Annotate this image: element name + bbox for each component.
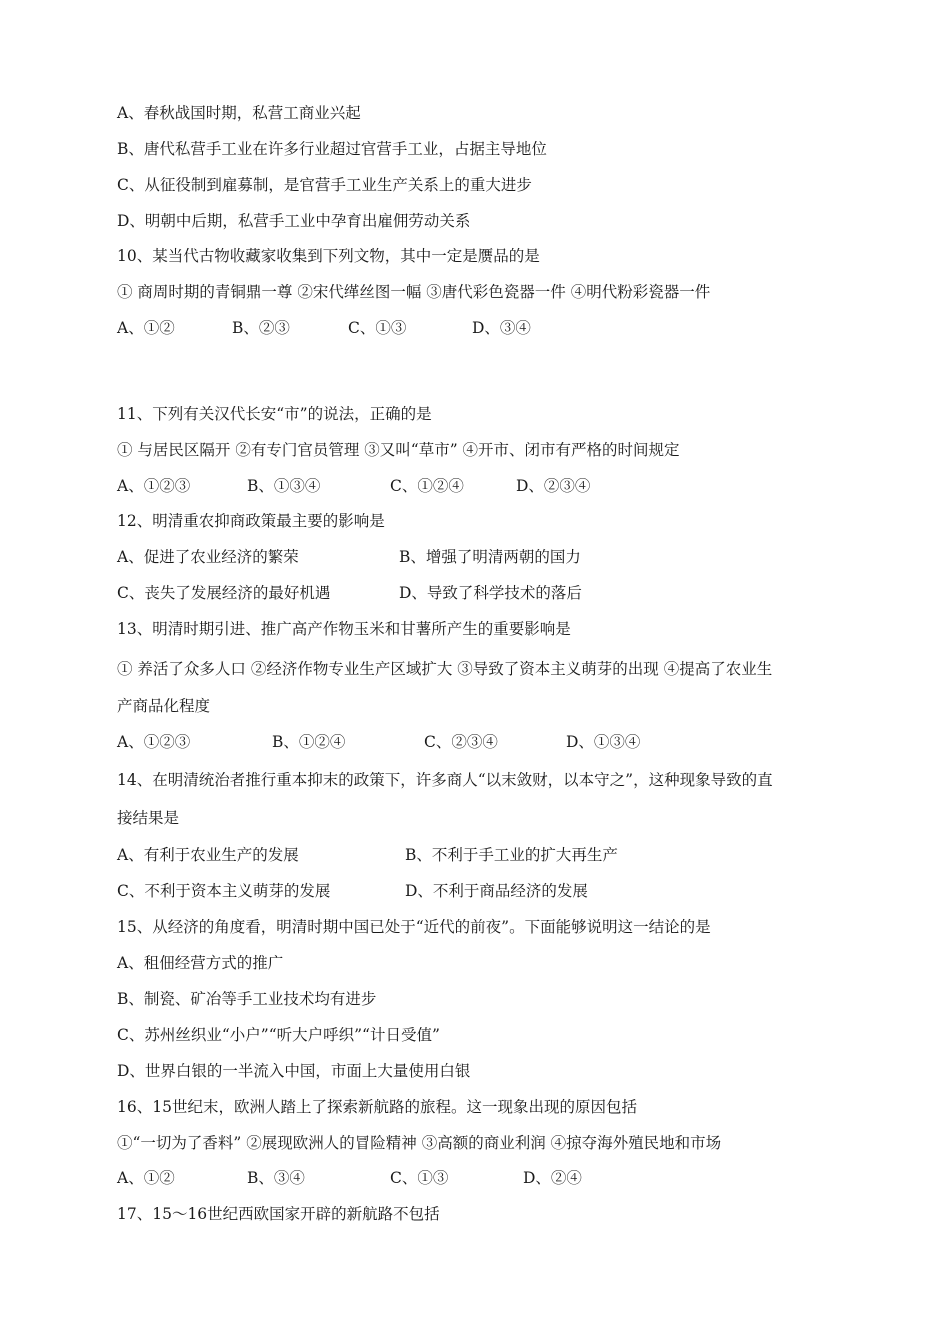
q12-stem: 12、明清重农抑商政策最主要的影响是 — [117, 512, 385, 530]
q14-stem-line1: 14、在明清统治者推行重本抑末的政策下，许多商人“以末敛财，以本守之”，这种现象导致的直 — [117, 771, 773, 789]
q10-option-c: C、①③ — [348, 319, 407, 337]
q13-option-b: B、①②④ — [272, 733, 346, 751]
q10-items: ① 商周时期的青铜鼎一尊 ②宋代缂丝图一幅 ③唐代彩色瓷器一件 ④明代粉彩瓷器一件 — [117, 283, 711, 301]
q16-option-b: B、③④ — [247, 1169, 305, 1187]
q13-stem: 13、明清时期引进、推广高产作物玉米和甘薯所产生的重要影响是 — [117, 620, 571, 638]
q15-stem: 15、从经济的角度看，明清时期中国已处于“近代的前夜”。下面能够说明这一结论的是 — [117, 918, 711, 936]
q16-stem: 16、15世纪末，欧洲人踏上了探索新航路的旅程。这一现象出现的原因包括 — [117, 1098, 637, 1116]
q16-option-a: A、①② — [117, 1169, 175, 1187]
q9-option-a: A、春秋战国时期，私营工商业兴起 — [117, 104, 361, 122]
q15-option-d: D、世界白银的一半流入中国，市面上大量使用白银 — [117, 1062, 471, 1080]
q14-option-a: A、有利于农业生产的发展 — [117, 846, 299, 864]
q10-option-a: A、①② — [117, 319, 175, 337]
q16-option-d: D、②④ — [523, 1169, 582, 1187]
q12-option-c: C、丧失了发展经济的最好机遇 — [117, 584, 331, 602]
q13-option-d: D、①③④ — [566, 733, 641, 751]
q14-option-b: B、不利于手工业的扩大再生产 — [405, 846, 618, 864]
q13-items-line2: 产商品化程度 — [117, 697, 211, 715]
q13-items-line1: ① 养活了众多人口 ②经济作物专业生产区域扩大 ③导致了资本主义萌芽的出现 ④提高了农业生 — [117, 660, 773, 678]
q14-option-c: C、不利于资本主义萌芽的发展 — [117, 882, 331, 900]
q11-option-a: A、①②③ — [117, 477, 191, 495]
q10-stem: 10、某当代古物收藏家收集到下列文物，其中一定是赝品的是 — [117, 247, 540, 265]
q13-option-a: A、①②③ — [117, 733, 191, 751]
q15-option-b: B、制瓷、矿冶等手工业技术均有进步 — [117, 990, 377, 1008]
q10-option-d: D、③④ — [472, 319, 531, 337]
q11-option-c: C、①②④ — [390, 477, 464, 495]
q10-option-b: B、②③ — [232, 319, 290, 337]
q16-items: ①“一切为了香料” ②展现欧洲人的冒险精神 ③高额的商业利润 ④掠夺海外殖民地和市场 — [117, 1134, 722, 1152]
q9-option-c: C、从征役制到雇募制，是官营手工业生产关系上的重大进步 — [117, 176, 532, 194]
q13-option-c: C、②③④ — [424, 733, 498, 751]
q16-option-c: C、①③ — [390, 1169, 449, 1187]
q17-stem: 17、15～16世纪西欧国家开辟的新航路不包括 — [117, 1205, 440, 1223]
q15-option-a: A、租佃经营方式的推广 — [117, 954, 284, 972]
q14-stem-line2: 接结果是 — [117, 809, 180, 827]
q11-option-b: B、①③④ — [247, 477, 321, 495]
q11-items: ① 与居民区隔开 ②有专门官员管理 ③又叫“草市” ④开市、闭市有严格的时间规定 — [117, 441, 680, 459]
q12-option-b: B、增强了明清两朝的国力 — [399, 548, 581, 566]
q15-option-c: C、苏州丝织业“小户”“听大户呼织”“计日受值” — [117, 1026, 440, 1044]
q12-option-d: D、导致了科学技术的落后 — [399, 584, 582, 602]
q11-option-d: D、②③④ — [516, 477, 591, 495]
q11-stem: 11、下列有关汉代长安“市”的说法，正确的是 — [117, 405, 432, 423]
q14-option-d: D、不利于商品经济的发展 — [405, 882, 588, 900]
q9-option-d: D、明朝中后期，私营手工业中孕育出雇佣劳动关系 — [117, 212, 471, 230]
q9-option-b: B、唐代私营手工业在许多行业超过官营手工业，占据主导地位 — [117, 140, 547, 158]
q12-option-a: A、促进了农业经济的繁荣 — [117, 548, 299, 566]
